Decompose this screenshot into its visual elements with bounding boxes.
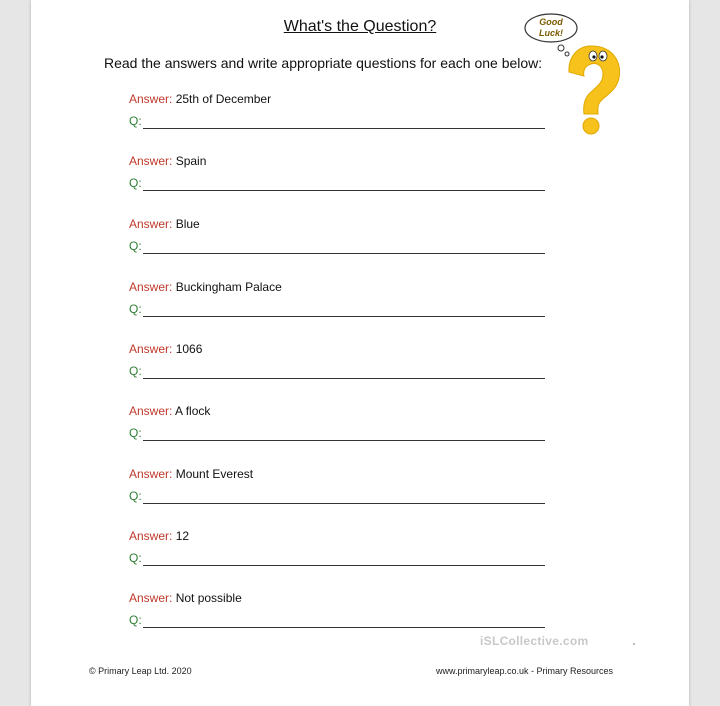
question-line[interactable]: Q: [129, 366, 545, 380]
answer-text: Buckingham Palace [175, 280, 282, 294]
answer-item: Answer: Spain Q: [129, 152, 545, 170]
answer-text: Mount Everest [175, 467, 254, 481]
bubble-text-line1: Good [539, 17, 563, 27]
footer-website: www.primaryleap.co.uk - Primary Resources [436, 666, 614, 676]
question-line[interactable]: Q: [129, 615, 545, 629]
footer-copyright: © Primary Leap Ltd. 2020 [89, 666, 192, 676]
answer-item: Answer: Blue Q: [129, 215, 545, 233]
answer-item: Answer: A flock Q: [129, 402, 545, 420]
answer-text: A flock [175, 404, 211, 418]
question-line[interactable]: Q: [129, 116, 545, 130]
answer-text: Blue [175, 217, 200, 231]
question-line[interactable]: Q: [129, 241, 545, 255]
question-line[interactable]: Q: [129, 304, 545, 318]
answer-item: Answer: 1066 Q: [129, 340, 545, 358]
worksheet-page [31, 0, 689, 706]
instruction-text: Read the answers and write appropriate questions for each one below: [104, 55, 543, 71]
answer-text: 1066 [175, 342, 203, 356]
answer-item: Answer: Not possible Q: [129, 589, 545, 607]
page-title: What's the Question? [283, 18, 437, 35]
answer-text: 12 [175, 529, 190, 543]
answer-text: Spain [175, 154, 207, 168]
bubble-text-line2: Luck! [538, 28, 564, 38]
question-line[interactable]: Q: [129, 178, 545, 192]
question-line[interactable]: Q: [129, 491, 545, 505]
answer-text: 25th of December [175, 92, 272, 106]
question-line[interactable]: Q: [129, 428, 545, 442]
answer-item: Answer: Mount Everest Q: [129, 465, 545, 483]
answer-item: Answer: Buckingham Palace Q: [129, 278, 545, 296]
decorative-dot [633, 643, 635, 645]
answer-item: Answer: 25th of December Q: [129, 90, 545, 108]
answer-item: Answer: 12 Q: [129, 527, 545, 545]
answer-text: Not possible [175, 591, 242, 605]
question-line[interactable]: Q: [129, 553, 545, 567]
watermark: iSLCollective.com [480, 634, 589, 648]
